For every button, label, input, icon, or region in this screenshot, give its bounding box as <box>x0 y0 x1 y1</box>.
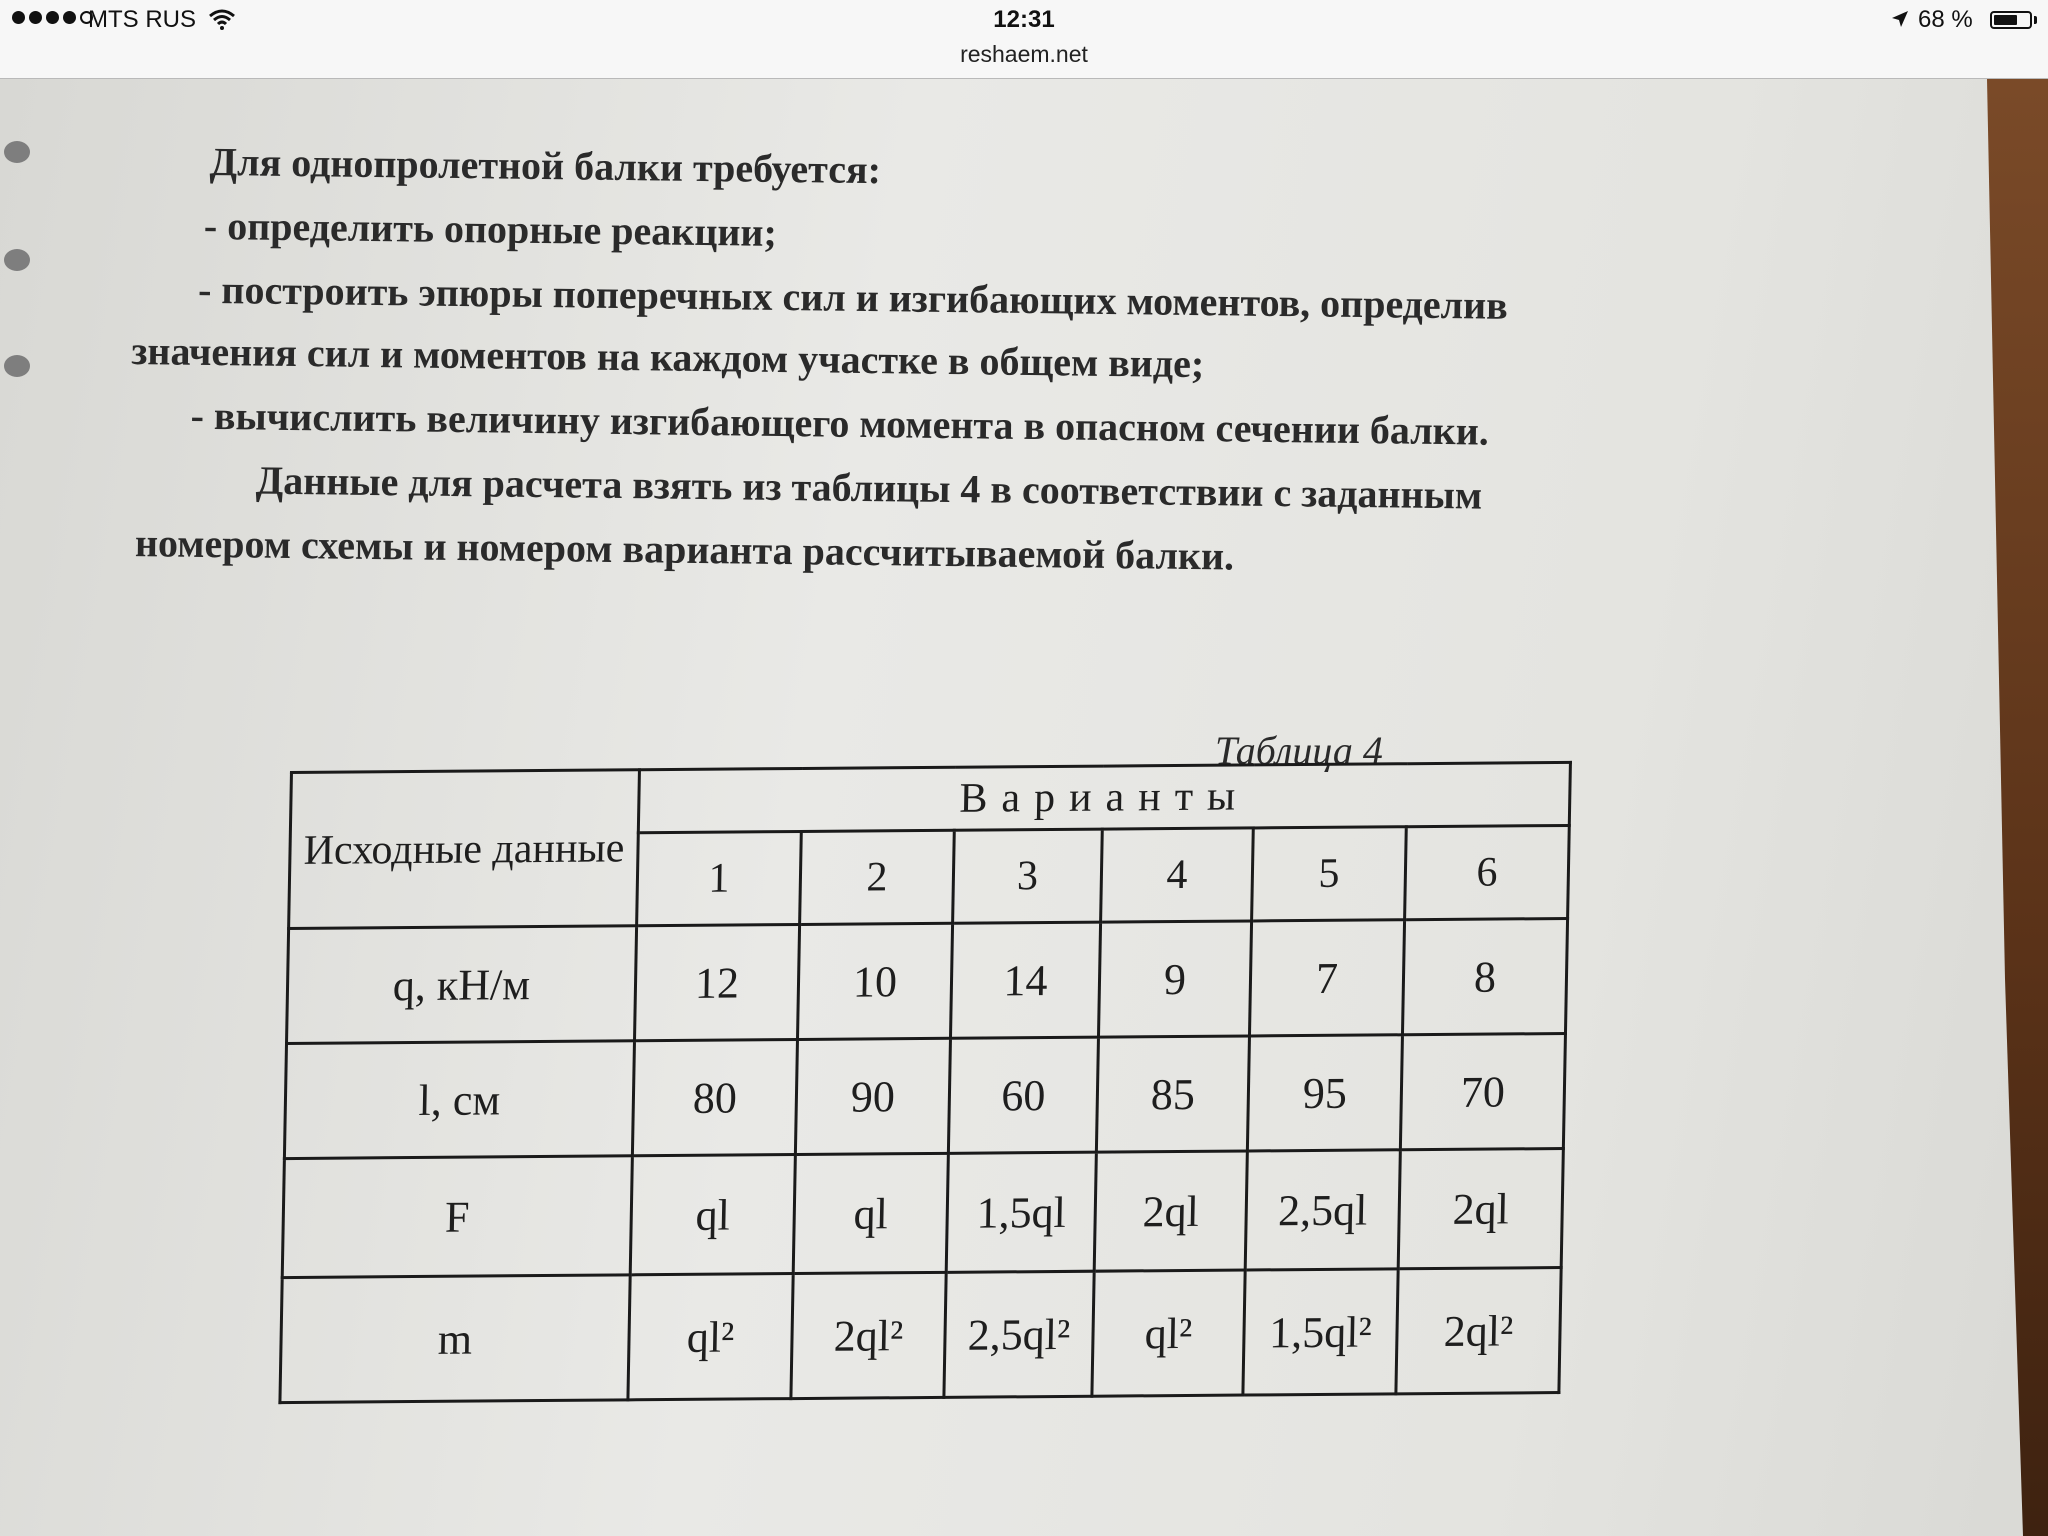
row-label: q, кН/м <box>287 926 637 1044</box>
battery-fill <box>1994 15 2017 25</box>
variant-number: 2 <box>800 830 955 924</box>
table-cell: 2ql² <box>1396 1268 1561 1394</box>
page-photo <box>0 79 2048 1536</box>
location-arrow-icon <box>1890 9 1910 29</box>
text-line: номером схемы и номером варианта рассчитываемой балки. <box>134 520 1235 579</box>
text-line: - вычислить величину изгибающего момента в опасном сечении балки. <box>190 392 1490 454</box>
punch-hole <box>4 249 30 271</box>
table-cell: 7 <box>1249 920 1404 1036</box>
table-cell: ql² <box>1092 1270 1245 1396</box>
text-line: - построить эпюры поперечных сил и изгибающих моментов, определив <box>197 266 1509 328</box>
variant-number: 6 <box>1405 825 1570 919</box>
browser-top-bar <box>0 0 2048 79</box>
status-time: 12:31 <box>993 6 1055 33</box>
variant-number: 5 <box>1252 827 1407 921</box>
variant-number: 4 <box>1101 828 1254 922</box>
table-cell: 2ql² <box>791 1272 946 1398</box>
text-line: Для однопролетной балки требуется: <box>209 138 882 193</box>
table-cell: 8 <box>1402 918 1567 1034</box>
header-source-data: Исходные данные <box>289 770 640 929</box>
table-cell: 80 <box>632 1040 797 1156</box>
table-cell: 70 <box>1400 1033 1565 1149</box>
carrier-name: MTS RUS <box>88 6 196 33</box>
header-variants: Варианты <box>638 762 1570 832</box>
punch-hole <box>4 355 30 377</box>
table-row <box>284 1033 1565 1158</box>
table-cell: 90 <box>795 1038 950 1154</box>
table-cell: 95 <box>1247 1035 1402 1151</box>
battery-tip <box>2034 16 2037 24</box>
address-bar-domain[interactable]: reshaem.net <box>960 41 1088 67</box>
variant-number: 3 <box>953 829 1103 923</box>
row-label: l, см <box>284 1041 634 1159</box>
desk-background <box>1975 79 2048 1536</box>
table-cell: 10 <box>797 923 952 1039</box>
table-cell: ql² <box>628 1274 793 1400</box>
table-cell: ql <box>793 1153 948 1273</box>
table-row <box>287 918 1568 1043</box>
text-line: - определить опорные реакции; <box>203 202 778 255</box>
data-table-wrapper <box>278 761 1572 1404</box>
text-line: значения сил и моментов на каждом участке в общем виде; <box>131 328 1205 387</box>
table-cell: 60 <box>948 1037 1098 1153</box>
table-row <box>282 1149 1563 1278</box>
row-label: m <box>280 1275 630 1403</box>
text-line: Данные для расчета взять из таблицы 4 в соответствии с заданным <box>255 457 1483 518</box>
table-cell: 12 <box>634 925 799 1041</box>
table-cell: 2,5ql <box>1245 1150 1400 1270</box>
table-cell: 2ql <box>1398 1149 1563 1269</box>
table-cell: 2,5ql² <box>944 1271 1094 1397</box>
variant-number: 1 <box>637 831 802 925</box>
punch-hole <box>4 141 30 163</box>
table-cell: 85 <box>1096 1036 1249 1152</box>
data-table <box>278 761 1572 1404</box>
table-caption: Таблица 4 <box>1215 728 1383 773</box>
battery-percent: 68 % <box>1918 6 1973 33</box>
table-cell: 2ql <box>1094 1151 1247 1271</box>
table-cell: 9 <box>1098 921 1251 1037</box>
battery-icon <box>1990 11 2032 29</box>
table-cell: 1,5ql² <box>1243 1269 1398 1395</box>
table-cell: ql <box>630 1155 795 1275</box>
table-cell: 14 <box>950 922 1100 1038</box>
table-row <box>280 1268 1561 1403</box>
row-label: F <box>282 1156 632 1278</box>
status-bar <box>0 0 2048 40</box>
table-cell: 1,5ql <box>946 1152 1096 1272</box>
